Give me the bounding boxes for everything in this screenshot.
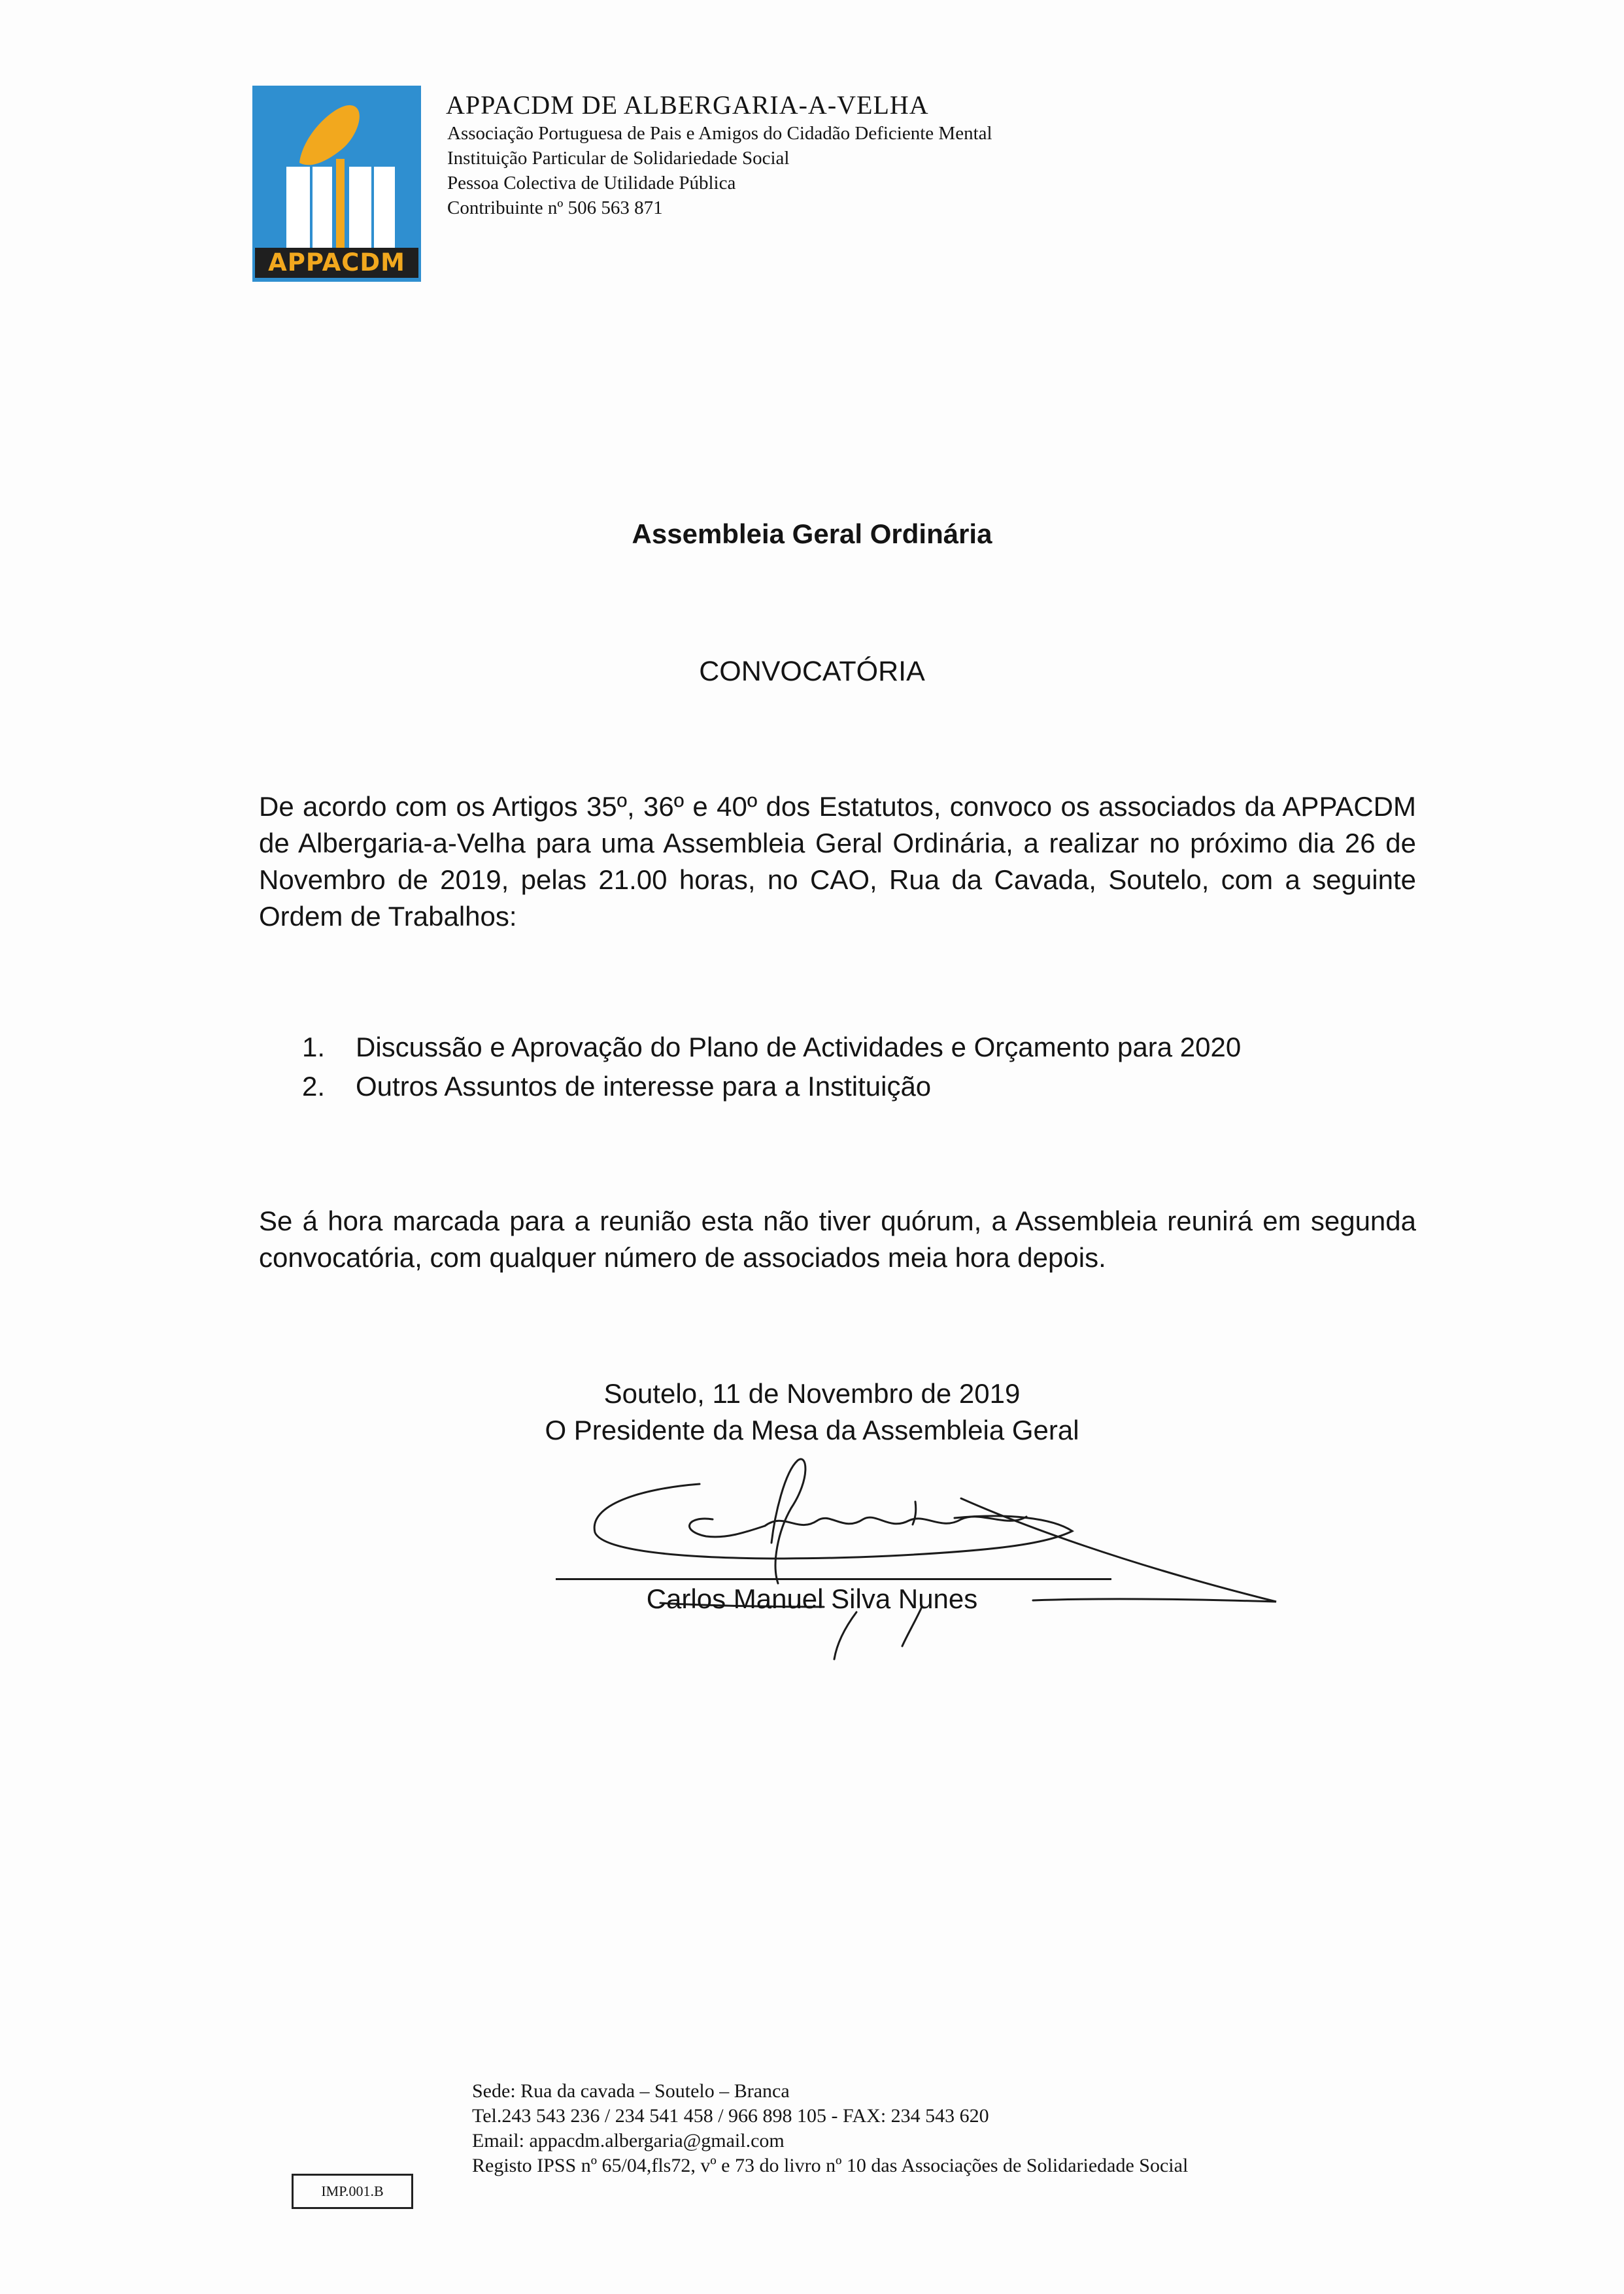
intro-paragraph: De acordo com os Artigos 35º, 36º e 40º dos Estatutos, convoco os associados da APPACDM de Albergaria-a-Velha para uma Assembleia Geral Ordinária, a realizar no próximo dia 26 de Novembro de 2019, pelas 21.00 horas, no CAO, Rua da Cavada, Soutelo, com a seguinte Ordem de Trabalhos: [259, 791, 1416, 932]
footer-phone: Tel.243 543 236 / 234 541 458 / 966 898 105 - FAX: 234 543 620 [472, 2105, 989, 2127]
list-item [302, 1067, 1241, 1106]
list-item-number: 2. [302, 1071, 326, 1102]
handwritten-signature [549, 1453, 1301, 1662]
place-and-date: Soutelo, 11 de Novembro de 2019 [603, 1378, 1021, 1409]
organization-logo [252, 86, 421, 282]
taxpayer-number: Contribuinte nº 506 563 871 [447, 197, 663, 218]
organization-name: APPACDM DE ALBERGARIA-A-VELHA [446, 90, 929, 120]
footer-email: Email: appacdm.albergaria@gmail.com [472, 2130, 785, 2151]
list-item-text: Outros Assuntos de interesse para a Instituição [356, 1071, 932, 1102]
organization-status: Pessoa Colectiva de Utilidade Pública [447, 173, 736, 194]
document-subtitle: CONVOCATÓRIA [699, 656, 925, 687]
organization-description: Associação Portuguesa de Pais e Amigos do Cidadão Deficiente Mental [447, 123, 992, 144]
signatory-role: O Presidente da Mesa da Assembleia Geral [545, 1415, 1079, 1445]
signatory-name: Carlos Manuel Silva Nunes [646, 1583, 978, 1614]
agenda-list [302, 1028, 1241, 1106]
list-item [302, 1028, 1241, 1067]
quorum-note: Se á hora marcada para a reunião esta não tiver quórum, a Assembleia reunirá em segunda convocatória, com qualquer número de associados meia hora depois. [259, 1206, 1416, 1273]
list-item-number: 1. [302, 1032, 326, 1062]
logo-wordmark: APPACDM [255, 248, 418, 278]
footer-registration: Registo IPSS nº 65/04,fls72, vº e 73 do livro nº 10 das Associações de Solidariedade Social [472, 2155, 1189, 2176]
list-item-text: Discussão e Aprovação do Plano de Actividades e Orçamento para 2020 [356, 1032, 1242, 1062]
form-code: IMP.001.B [292, 2174, 413, 2209]
footer-address: Sede: Rua da cavada – Soutelo – Branca [472, 2080, 790, 2102]
document-title: Assembleia Geral Ordinária [632, 518, 992, 549]
organization-type: Instituição Particular de Solidariedade Social [447, 148, 790, 169]
signature-line [556, 1578, 1111, 1580]
